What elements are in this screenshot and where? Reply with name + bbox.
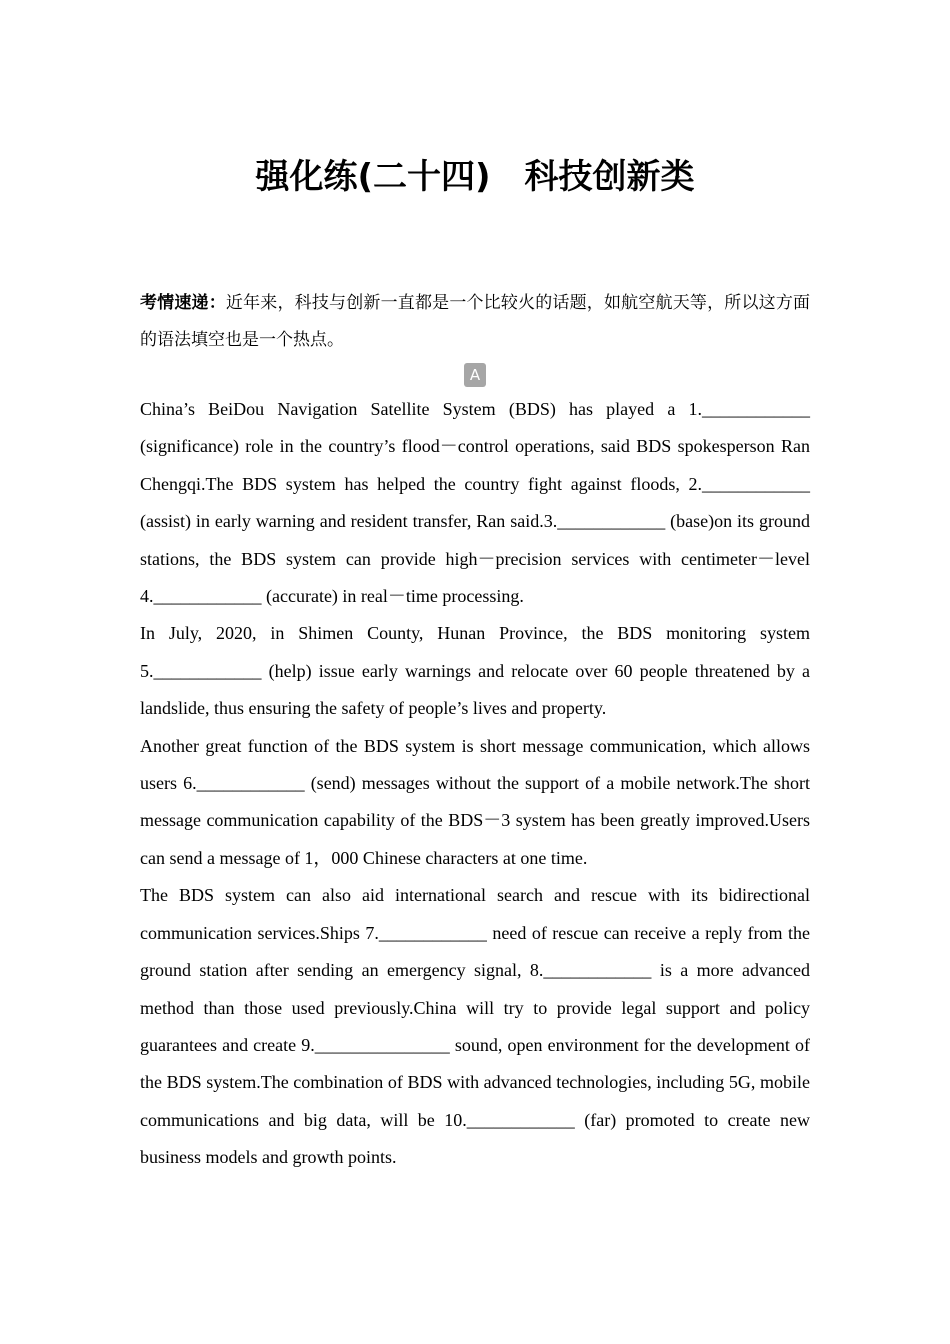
passage-paragraph: China’s BeiDou Navigation Satellite System (BDS) has played a 1.____________ (significance) role in the country’s flood－control operations, said BDS spokesperson Ran Chengqi.The BDS system has helped the country fight against floods, 2.____________ (assist) in early warning and resident transfer, Ran said.3.____________ (base)on its ground stations, the BDS system can provide high－precision services with centimeter－level 4.____________ (accurate) in real－time processing. [140, 399, 810, 607]
intro-text: 近年来，科技与创新一直都是一个比较火的话题，如航空航天等，所以这方面的语法填空也是一个热点。 [140, 293, 810, 350]
intro-label: 考情速递： [140, 293, 226, 313]
passage-paragraph: The BDS system can also aid international search and rescue with its bidirectional communication services.Ships 7.____________ need of rescue can receive a reply from the ground station after sending an emergency signal, 8.____________ is a more advanced method than those used previously.China will try to provide legal support and policy guarantees and create 9._______________ sound, open environment for the development of the BDS system.The combination of BDS with advanced technologies, including 5G, mobile communications and big data, will be 10.____________ (far) promoted to create new business models and growth points. [140, 885, 810, 1168]
passage-paragraph: In July, 2020, in Shimen County, Hunan Province, the BDS monitoring system 5.____________ (help) issue early warnings and relocate over 60 people threatened by a landslide, thus ensuring the safety of people’s lives and property. [140, 623, 810, 719]
passage-paragraph: Another great function of the BDS system is short message communication, which allows users 6.____________ (send) messages without the support of a mobile network.The short message communication capability of the BDS－3 system has been greatly improved.Users can send a message of 1，000 Chinese characters at one time. [140, 735, 810, 868]
passage [140, 391, 810, 1177]
intro-block [140, 285, 810, 359]
page-title: 强化练(二十四) 科技创新类 [255, 157, 695, 197]
section-badge: A [464, 363, 486, 387]
